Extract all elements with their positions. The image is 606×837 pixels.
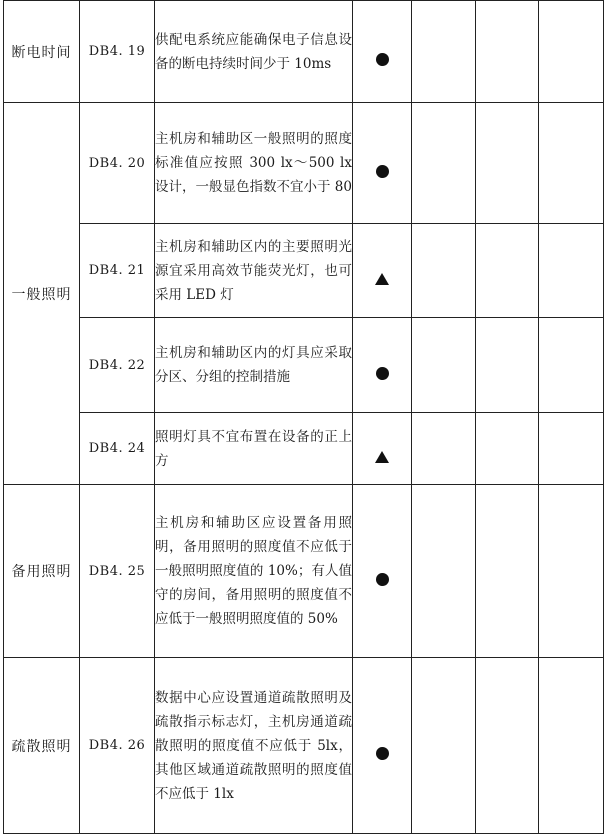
blank-cell <box>412 318 476 413</box>
blank-cell <box>412 485 476 658</box>
blank-cell <box>539 103 604 224</box>
category-cell: 疏散照明 <box>4 658 80 834</box>
clause-code: DB4. 26 <box>80 658 155 834</box>
level-mark <box>375 273 389 285</box>
mandatory-dot-icon <box>353 485 412 658</box>
blank-cell <box>412 103 476 224</box>
blank-cell <box>539 485 604 658</box>
mandatory-dot-icon <box>353 318 412 413</box>
blank-cell <box>539 318 604 413</box>
clause-code: DB4. 24 <box>80 413 155 485</box>
blank-cell <box>476 413 539 485</box>
blank-cell <box>412 413 476 485</box>
requirement-text: 主机房和辅助区一般照明的照度标准值应按照 300 lx～500 lx 设计，一般显色指数不宜小于 80 <box>155 103 353 224</box>
table-row <box>4 485 604 658</box>
table-row <box>4 318 604 413</box>
requirement-text: 主机房和辅助区内的主要照明光源宜采用高效节能荧光灯，也可采用 LED 灯 <box>155 224 353 318</box>
blank-cell <box>412 224 476 318</box>
requirement-text: 供配电系统应能确保电子信息设备的断电持续时间少于 10ms <box>155 1 353 103</box>
blank-cell <box>476 103 539 224</box>
clause-code: DB4. 25 <box>80 485 155 658</box>
blank-cell <box>476 1 539 103</box>
table-row <box>4 103 604 224</box>
category-cell: 备用照明 <box>4 485 80 658</box>
requirement-text: 数据中心应设置通道疏散照明及疏散指示标志灯，主机房通道疏散照明的照度值不应低于 5lx，其他区域通道疏散照明的照度值不应低于 1lx <box>155 658 353 834</box>
requirement-text: 照明灯具不宜布置在设备的正上方 <box>155 413 353 485</box>
table-row <box>4 658 604 834</box>
mandatory-dot-icon <box>353 103 412 224</box>
blank-cell <box>476 224 539 318</box>
table-row <box>4 224 604 318</box>
blank-cell <box>412 1 476 103</box>
clause-code: DB4. 22 <box>80 318 155 413</box>
level-mark <box>376 165 389 178</box>
requirement-text: 主机房和辅助区内的灯具应采取分区、分组的控制措施 <box>155 318 353 413</box>
level-mark <box>376 747 389 760</box>
blank-cell <box>539 413 604 485</box>
mandatory-dot-icon <box>353 658 412 834</box>
blank-cell <box>539 658 604 834</box>
table-row <box>4 1 604 103</box>
recommended-triangle-icon <box>353 413 412 485</box>
requirement-text: 主机房和辅助区应设置备用照明，备用照明的照度值不应低于一般照明照度值的 10%；有人值守的房间，备用照明的照度值不应低于一般照明照度值的 50% <box>155 485 353 658</box>
specification-table <box>3 0 604 834</box>
table-row <box>4 413 604 485</box>
level-mark <box>376 53 389 66</box>
level-mark <box>376 573 389 586</box>
mandatory-dot-icon <box>353 1 412 103</box>
clause-code: DB4. 20 <box>80 103 155 224</box>
level-mark <box>375 451 389 463</box>
level-mark <box>376 367 389 380</box>
category-cell: 一般照明 <box>4 103 80 485</box>
clause-code: DB4. 19 <box>80 1 155 103</box>
blank-cell <box>476 658 539 834</box>
category-cell: 断电时间 <box>4 1 80 103</box>
blank-cell <box>539 1 604 103</box>
recommended-triangle-icon <box>353 224 412 318</box>
clause-code: DB4. 21 <box>80 224 155 318</box>
blank-cell <box>539 224 604 318</box>
blank-cell <box>476 318 539 413</box>
blank-cell <box>412 658 476 834</box>
blank-cell <box>476 485 539 658</box>
